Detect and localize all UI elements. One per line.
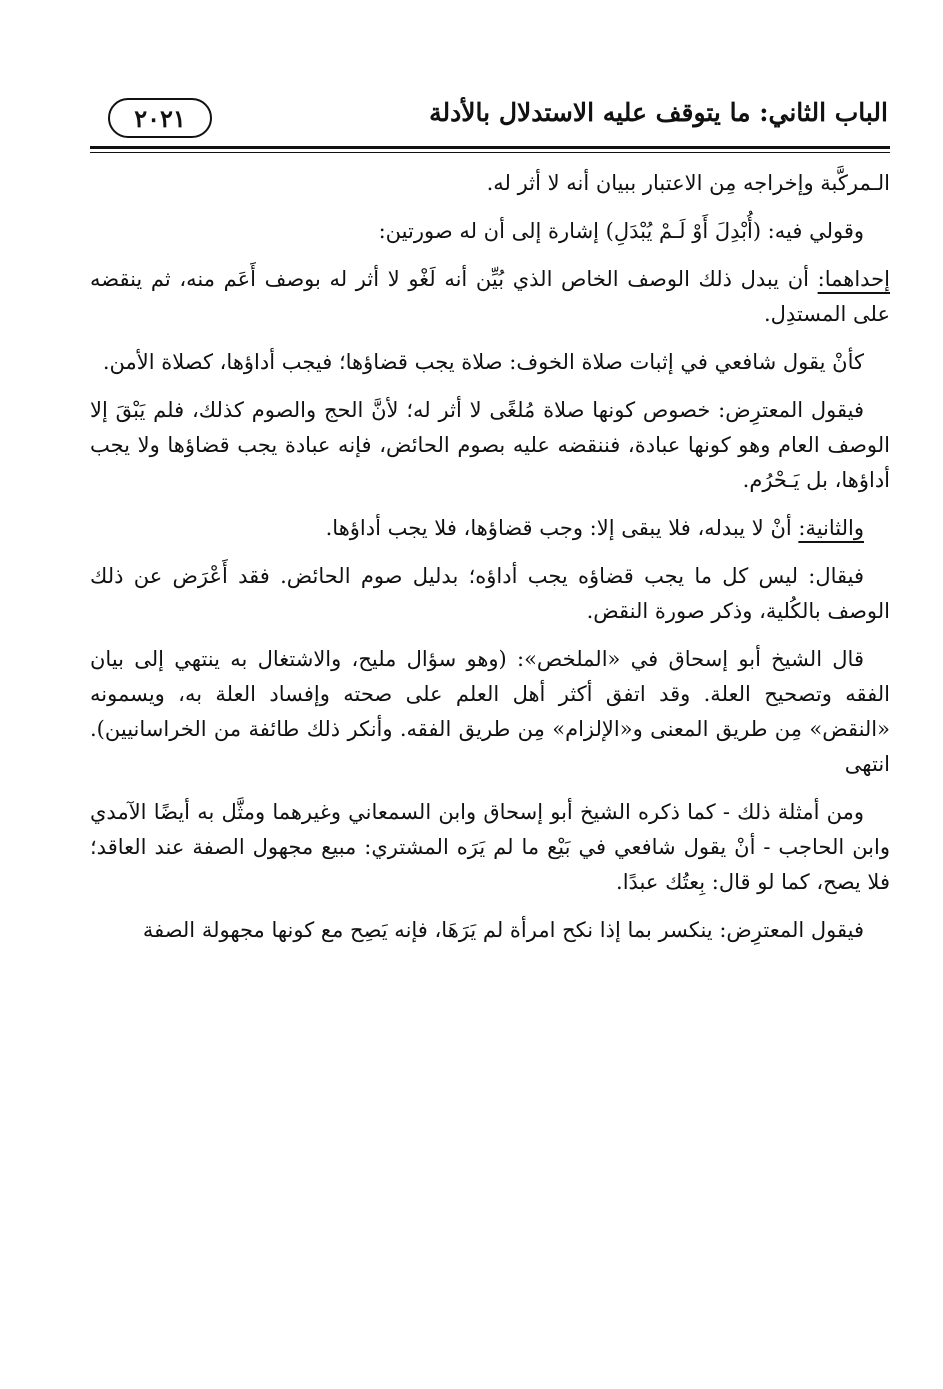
paragraph: ومن أمثلة ذلك - كما ذكره الشيخ أبو إسحاق وابن السمعاني وغيرهما ومثَّل به أيضًا الآمدي وابن الحاجب - أنْ يقول شافعي في بَيْع ما لم يَرَه المشتري: مبيع مجهول الصفة عند العاقد؛ فلا يصح، كما لو قال: بِعتُك عبدًا.	[90, 800, 890, 894]
chapter-title: الباب الثاني: ما يتوقف عليه الاستدلال بالأدلة	[429, 98, 888, 127]
paragraph: كأنْ يقول شافعي في إثبات صلاة الخوف: صلاة يجب قضاؤها؛ فيجب أداؤها، كصلاة الأمن.	[102, 350, 864, 374]
paragraph: والثانية: أنْ لا يبدله، فلا يبقى إلا: وجب قضاؤها، فلا يجب أداؤها.	[325, 516, 864, 540]
paragraph: إحداهما: أن يبدل ذلك الوصف الخاص الذي بُيِّن أنه لَغْو لا أثر له بوصف أَعَم منه، ثم ينقضه على المستدِل.	[90, 267, 890, 326]
body-text	[90, 166, 890, 948]
underlined-term: والثانية:	[798, 516, 864, 540]
page-number: ٢٠٢١	[108, 98, 212, 138]
paragraph: وقولي فيه: (أُبْدِلَ أَوْ لَـمْ يُبْدَلِ) إشارة إلى أن له صورتين:	[378, 219, 864, 243]
header-rule-thick	[90, 146, 890, 149]
paragraph: قال الشيخ أبو إسحاق في «الملخص»: (وهو سؤال مليح، والاشتغال به ينتهي إلى بيان الفقه وتصحيح العلة. وقد اتفق أكثر أهل العلم على صحته وإفساد العلة به، ويسمونه «النقض» مِن طريق المعنى و«الإلزام» مِن طريق الفقه. وأنكر ذلك طائفة من الخراسانيين). انتهى	[90, 647, 890, 776]
header-rule-thin	[90, 152, 890, 153]
paragraph: الـمركَّبة وإخراجه مِن الاعتبار ببيان أنه لا أثر له.	[486, 171, 890, 195]
paragraph: فيقال: ليس كل ما يجب قضاؤه يجب أداؤه؛ بدليل صوم الحائض. فقد أَعْرَض عن ذلك الوصف بالكُلية، وذكر صورة النقض.	[90, 564, 890, 623]
paragraph: فيقول المعترِض: خصوص كونها صلاة مُلغًى لا أثر له؛ لأنَّ الحج والصوم كذلك، فلم يَبْقَ إلا الوصف العام وهو كونها عبادة، فننقضه عليه بصوم الحائض، فإنه عبادة يجب قضاؤها ولا يجب أداؤها، بل يَـحْرُم.	[90, 398, 890, 492]
paragraph: فيقول المعترِض: ينكسر بما إذا نكح امرأة لم يَرَهَا، فإنه يَصِح مع كونها مجهولة الصفة	[142, 918, 864, 942]
underlined-term: إحداهما:	[817, 267, 890, 291]
page-header	[90, 96, 890, 146]
book-page	[90, 96, 890, 961]
